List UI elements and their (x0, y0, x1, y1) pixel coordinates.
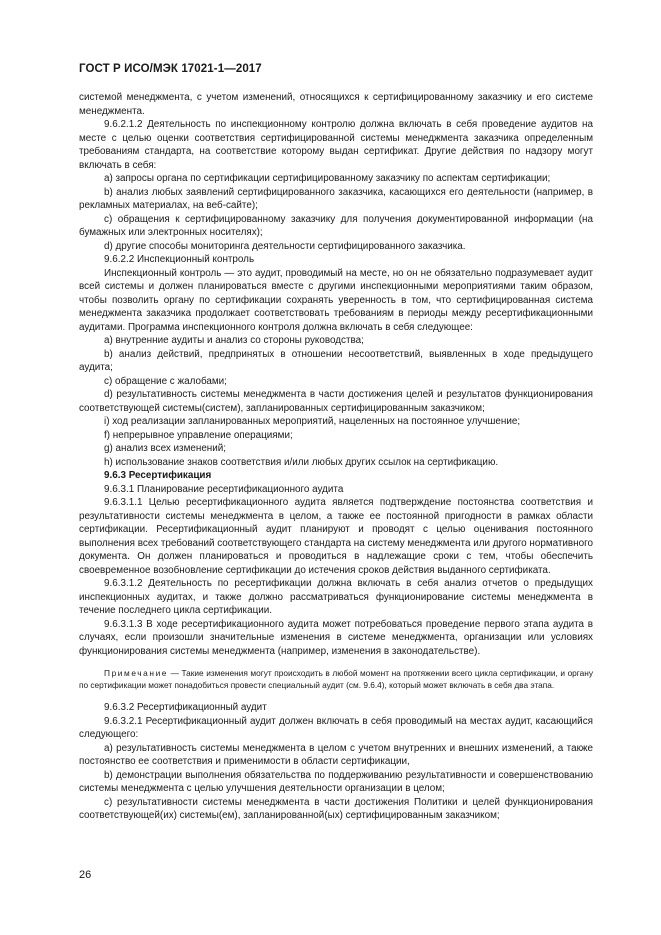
list-item: a) запросы органа по сертификации сертифицированному заказчику по аспектам сертификации; (104, 173, 551, 184)
list-item: h) использование знаков соответствия и/или любых других ссылок на сертификацию. (104, 456, 499, 468)
list-item: g) анализ всех изменений; (104, 443, 227, 454)
paragraph: Инспекционный контроль — это аудит, проводимый на месте, но он не обязательно подразумевает аудит всей системы и должен планироваться вместе с другими инспекционными мероприятиями таким образом, чтобы позволить органу по сертификации сохранять уверенность в том, что сертифицированная система менеджмента заказчика продолжает соответствовать требованиям в периоды между ресертификационными аудитами. Программа инспекционного контроля должна включать в себя следующее: (79, 267, 593, 333)
clause-9-6-3-1-1: 9.6.3.1.1 Целью ресертификационного аудита является подтверждение постоянства соответствия и результативности системы менеджмента в целом, а также ее постоянной пригодности в рамках области сертификации. Ресертификационный аудит планируют и проводят с целью оценивания постоянного выполнения всех требований соответствующего стандарта на систему менеджмента или другого нормативного документа. Он должен планироваться и проводиться в надлежащие сроки с тем, чтобы обеспечить своевременное возобновление сертификации до истечения сроков действия выданного сертификата. (79, 497, 593, 576)
section-heading: 9.6.3 Ресертификация (104, 470, 212, 481)
list-item: b) демонстрации выполнения обязательства по поддерживанию результативности и совершенствованию системы менеджмента с целью улучшения деятельности организации в целом; (79, 769, 593, 794)
list-item: c) обращение с жалобами; (104, 375, 227, 387)
note-label: Примечание (104, 668, 169, 678)
list-item: d) другие способы мониторинга деятельности сертифицированного заказчика. (104, 240, 466, 252)
clause-9-6-3-1-3: 9.6.3.1.3 В ходе ресертификационного аудита может потребоваться проведение первого этапа аудита в случаях, если произошли значительные изменения в системе менеджмента, организации или условиях функционирования системы менеджмента (например, изменения в законодательстве). (79, 618, 593, 657)
page-number: 26 (79, 869, 92, 881)
page-header: ГОСТ Р ИСО/МЭК 17021-1—2017 (79, 63, 262, 75)
clause-heading: 9.6.3.1 Планирование ресертификационного аудита (104, 483, 344, 495)
paragraph: системой менеджмента, с учетом изменений, относящихся к сертифицированному заказчику и его системе менеджмента. (79, 92, 593, 117)
list-item: f) непрерывное управление операциями; (104, 429, 293, 441)
list-item: c) результативности системы менеджмента в части достижения Политики и целей функционирования соответствующей(их) системы(ем), запланированной(ых) сертифицированным заказчиком; (79, 796, 593, 821)
clause-heading: 9.6.3.2 Ресертификационный аудит (104, 702, 267, 713)
clause-9-6-2-1-2: 9.6.2.1.2 Деятельность по инспекционному контролю должна включать в себя проведение аудитов на месте с целью оценки соответствия сертифицированной системы менеджмента заказчика определенным требованиям стандарта, на соответствие которому выдан сертификат. Другие действия по надзору могут включать в себя: (79, 119, 593, 171)
document-body (79, 91, 593, 823)
list-item: a) внутренние аудиты и анализ со стороны руководства; (104, 335, 364, 346)
list-item: i) ход реализации запланированных мероприятий, нацеленных на постоянное улучшение; (104, 416, 521, 427)
list-item: d) результативность системы менеджмента в части достижения целей и результатов функционирования соответствующей системы(систем), запланированных сертифицированным заказчиком; (79, 389, 593, 414)
clause-9-6-3-1-2: 9.6.3.1.2 Деятельность по ресертификации должна включать в себя анализ отчетов о предыдущих инспекционных аудитах, и также должно рассматриваться функционирование системы менеджмента в течение последнего цикла сертификации. (79, 578, 593, 616)
list-item: c) обращения к сертифицированному заказчику для получения документированной информации (на бумажных или электронных носителях); (79, 213, 593, 238)
note-text: — Такие изменения могут происходить в любой момент на протяжении всего цикла сертификации, и органу по сертификации может понадобиться провести специальный аудит (см. 9.6.4), который может включать в себя два этапа. (79, 668, 593, 690)
list-item: a) результативность системы менеджмента в целом с учетом внутренних и внешних изменений, а также постоянство ее соответствия и применимости в области сертификации, (79, 742, 593, 767)
list-item: b) анализ действий, предпринятых в отношении несоответствий, выявленных в ходе предыдущего аудита; (79, 348, 593, 373)
list-item: b) анализ любых заявлений сертифицированного заказчика, касающихся его деятельности (например, в рекламных материалах, на веб-сайте); (79, 186, 593, 211)
note (79, 667, 593, 691)
clause-heading: 9.6.2.2 Инспекционный контроль (104, 254, 255, 265)
clause-9-6-3-2-1: 9.6.3.2.1 Ресертификационный аудит должен включать в себя проводимый на местах аудит, касающийся следующего: (79, 715, 593, 740)
